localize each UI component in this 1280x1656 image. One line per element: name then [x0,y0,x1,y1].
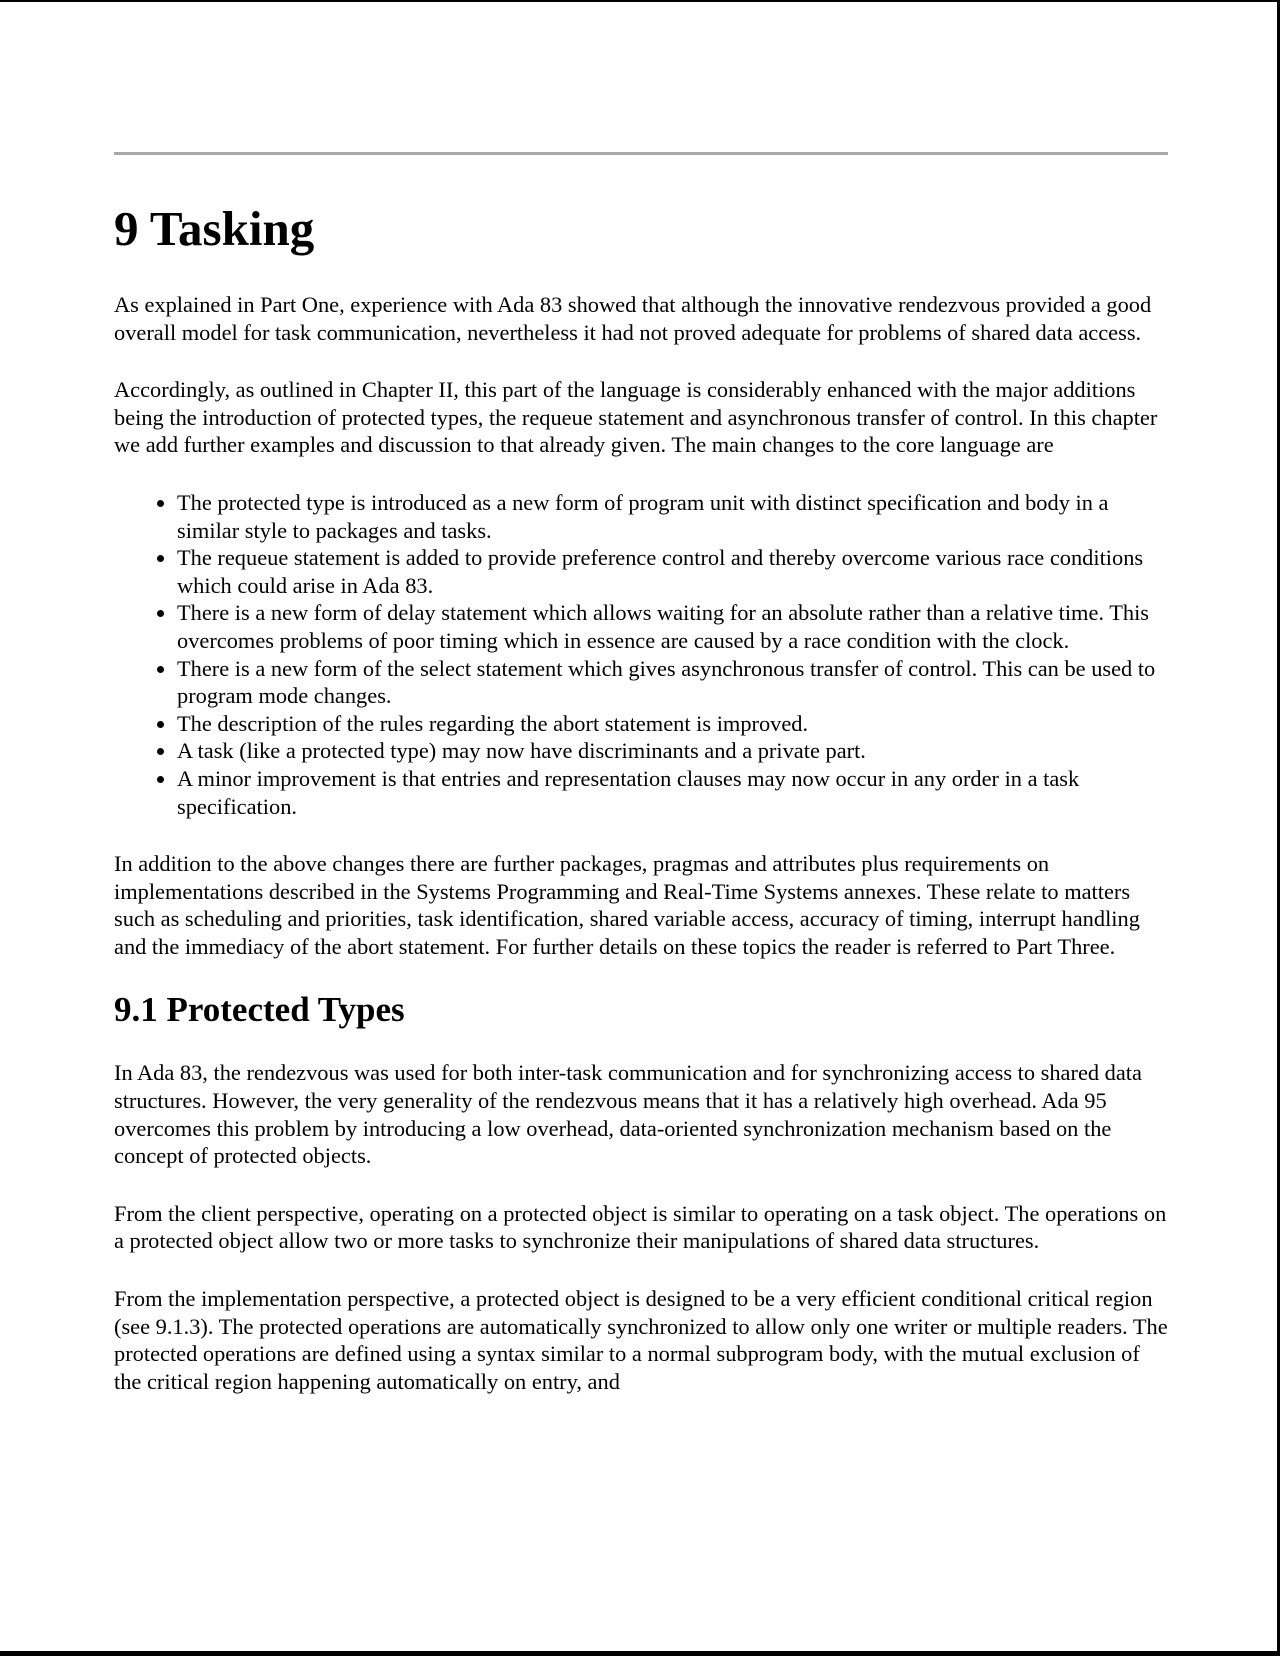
list-item [177,655,1170,710]
bullet-icon [157,666,164,673]
horizontal-rule [114,152,1168,155]
list-item [177,737,1170,765]
section-paragraph: From the implementation perspective, a protected object is designed to be a very efficient conditional critical region (see 9.1.3). The protected operations are automatically synchronized to allow only one writer or multiple readers. The protected operations are defined using a syntax similar to a normal subprogram body, with the mutual exclusion of the critical region happening automatically on entry, and [114,1286,1168,1394]
list-item [177,489,1170,544]
overview-paragraph: Accordingly, as outlined in Chapter II, this part of the language is considerably enhanced with the major additions being the introduction of protected types, the requeue statement and asynchronous transfer of control. In this chapter we add further examples and discussion to that already given. The main changes to the core language are [114,377,1158,458]
list-item-text: A minor improvement is that entries and representation clauses may now occur in any order in a task specification. [177,765,1080,819]
list-item-text: There is a new form of the select statement which gives asynchronous transfer of control. This can be used to program mode changes. [177,655,1156,709]
closing-paragraph: In addition to the above changes there are further packages, pragmas and attributes plus requirements on implementations described in the Systems Programming and Real-Time Systems annexes. These relate to matters such as scheduling and priorities, task identification, shared variable access, accuracy of timing, interrupt handling and the immediacy of the abort statement. For further details on these topics the reader is referred to Part Three. [114,851,1140,959]
bullet-icon [157,776,164,783]
bullet-icon [157,555,164,562]
list-item-text: A task (like a protected type) may now have discriminants and a private part. [177,738,866,764]
bullet-icon [157,748,164,755]
list-item-text: The requeue statement is added to provide preference control and thereby overcome various race conditions which could arise in Ada 83. [177,545,1144,598]
bullet-icon [157,610,164,617]
section-paragraph: From the client perspective, operating on a protected object is similar to operating on a task object. The operations on a protected object allow two or more tasks to synchronize their manipulations of shared data structures. [114,1200,1167,1254]
bullet-icon [157,721,164,728]
list-item [177,599,1170,654]
intro-paragraph: As explained in Part One, experience with Ada 83 showed that although the innovative rendezvous provided a good overall model for task communication, nevertheless it had not proved adequate for problems of shared data access. [114,292,1152,345]
list-item-text: There is a new form of delay statement which allows waiting for an absolute rather than a relative time. This overcomes problems of poor timing which in essence are caused by a race condition with the clock. [177,600,1150,653]
list-item-text: The description of the rules regarding the abort statement is improved. [177,710,809,736]
section-paragraph: In Ada 83, the rendezvous was used for both inter-task communication and for synchronizing access to shared data structures. However, the very generality of the rendezvous means that it has a relatively high overhead. Ada 95 overcomes this problem by introducing a low overhead, data-oriented synchronization mechanism based on the concept of protected objects. [114,1060,1142,1169]
bullet-icon [157,500,164,507]
list-item-text: The protected type is introduced as a new form of program unit with distinct specification and body in a similar style to packages and tasks. [177,489,1109,543]
section-title: 9.1 Protected Types [114,990,405,1030]
list-item [177,710,1170,738]
list-item [177,765,1170,820]
chapter-title: 9 Tasking [114,201,315,256]
document-content [114,152,1170,1395]
changes-list [114,489,1170,820]
list-item [177,544,1170,599]
